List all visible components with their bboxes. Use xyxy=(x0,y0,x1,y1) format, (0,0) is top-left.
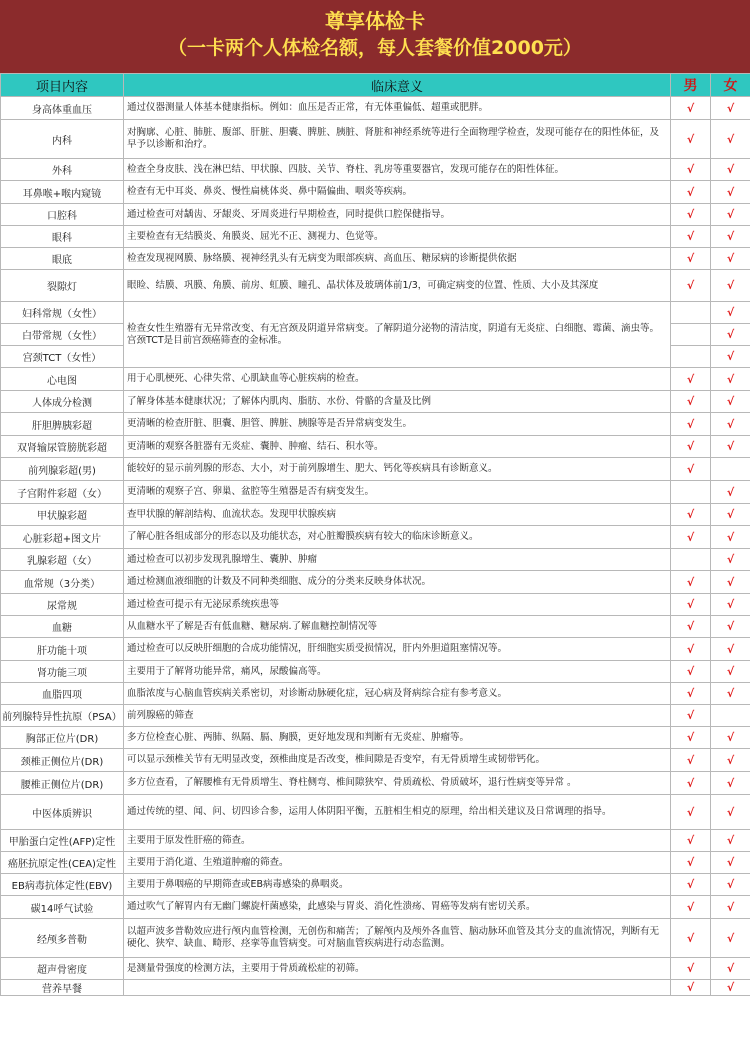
male-check: √ xyxy=(671,919,711,958)
female-check: √ xyxy=(711,436,750,458)
male-check: √ xyxy=(671,181,711,204)
table-row xyxy=(1,368,750,391)
male-check xyxy=(671,481,711,504)
exam-item-name: 癌胚抗原定性(CEA)定性 xyxy=(1,852,124,874)
male-check: √ xyxy=(671,896,711,919)
exam-item-description: 更清晰的观察子宫、卵巢、盆腔等生殖器是否有病变发生。 xyxy=(124,481,671,504)
table-row xyxy=(1,458,750,481)
male-check: √ xyxy=(671,436,711,458)
female-check: √ xyxy=(711,481,750,504)
exam-item-description: 更清晰的检查肝脏、胆囊、胆管、脾脏、胰腺等是否异常病变发生。 xyxy=(124,413,671,436)
male-check: √ xyxy=(671,795,711,830)
male-check: √ xyxy=(671,270,711,302)
male-check: √ xyxy=(671,413,711,436)
female-check: √ xyxy=(711,896,750,919)
exam-item-name: 口腔科 xyxy=(1,204,124,226)
female-check: √ xyxy=(711,616,750,638)
exam-item-description xyxy=(124,980,671,996)
female-check: √ xyxy=(711,248,750,270)
female-check: √ xyxy=(711,549,750,571)
exam-item-description: 更清晰的观察各脏器有无炎症、囊肿、肿瘤、结石、积水等。 xyxy=(124,436,671,458)
table-row xyxy=(1,549,750,571)
female-check: √ xyxy=(711,727,750,749)
exam-item-name: 碳14呼气试验 xyxy=(1,896,124,919)
exam-item-name: 甲胎蛋白定性(AFP)定性 xyxy=(1,830,124,852)
exam-item-name: 外科 xyxy=(1,159,124,181)
table-header-row xyxy=(1,74,750,97)
exam-item-name: 子宫附件彩超（女） xyxy=(1,481,124,504)
exam-item-name: 胸部正位片(DR) xyxy=(1,727,124,749)
female-check: √ xyxy=(711,683,750,705)
exam-item-name: 肾功能三项 xyxy=(1,661,124,683)
table-row xyxy=(1,749,750,772)
exam-item-name: 眼科 xyxy=(1,226,124,248)
exam-item-description: 查甲状腺的解剖结构、血流状态。发现甲状腺疾病 xyxy=(124,504,671,526)
table-row xyxy=(1,958,750,980)
female-check: √ xyxy=(711,661,750,683)
table-row xyxy=(1,159,750,181)
female-check: √ xyxy=(711,270,750,302)
male-check: √ xyxy=(671,159,711,181)
female-check: √ xyxy=(711,594,750,616)
female-check: √ xyxy=(711,346,750,368)
female-check: √ xyxy=(711,324,750,346)
exam-item-name: 前列腺特异性抗原（PSA） xyxy=(1,705,124,727)
exam-item-name: 颈椎正侧位片(DR) xyxy=(1,749,124,772)
exam-item-name: 肝胆脾胰彩超 xyxy=(1,413,124,436)
male-check: √ xyxy=(671,749,711,772)
female-check: √ xyxy=(711,795,750,830)
column-header-male: 男 xyxy=(671,74,711,97)
male-check: √ xyxy=(671,958,711,980)
card-header xyxy=(0,0,750,73)
table-row xyxy=(1,980,750,996)
female-check: √ xyxy=(711,413,750,436)
exam-item-name: 腰椎正侧位片(DR) xyxy=(1,772,124,795)
exam-item-description: 检查发现视网膜、脉络膜、视神经乳头有无病变为眼部疾病、高血压、糖尿病的诊断提供依据 xyxy=(124,248,671,270)
table-row xyxy=(1,226,750,248)
table-row xyxy=(1,683,750,705)
exam-item-description: 主要检查有无结膜炎、角膜炎、屈光不正、测视力、色觉等。 xyxy=(124,226,671,248)
female-check: √ xyxy=(711,120,750,159)
male-check: √ xyxy=(671,594,711,616)
exam-item-description: 对胸廓、心脏、肺脏、腹部、肝脏、胆囊、脾脏、胰脏、肾脏和神经系统等进行全面物理学检查，发现可能存在的阳性体征，及早予以诊断和治疗。 xyxy=(124,120,671,159)
female-check: √ xyxy=(711,571,750,594)
table-row xyxy=(1,571,750,594)
male-check: √ xyxy=(671,120,711,159)
exam-item-description: 从血糖水平了解是否有低血糖、糖尿病.了解血糖控制情况等 xyxy=(124,616,671,638)
female-check: √ xyxy=(711,852,750,874)
exam-item-description: 通过仪器测量人体基本健康指标。例如：血压是否正常，有无体重偏低、超重或肥胖。 xyxy=(124,97,671,120)
exam-item-description: 通过吹气了解胃内有无幽门螺旋杆菌感染，此感染与胃炎、消化性溃疡、胃癌等发病有密切关系。 xyxy=(124,896,671,919)
table-row xyxy=(1,896,750,919)
exam-item-description: 通过检查可以反映肝细胞的合成功能情况，肝细胞实质受损情况，肝内外胆道阻塞情况等。 xyxy=(124,638,671,661)
table-row xyxy=(1,302,750,324)
exam-item-name: 心脏彩超+图文片 xyxy=(1,526,124,549)
male-check xyxy=(671,302,711,324)
female-check xyxy=(711,458,750,481)
female-check: √ xyxy=(711,159,750,181)
table-row xyxy=(1,120,750,159)
table-row xyxy=(1,248,750,270)
male-check: √ xyxy=(671,638,711,661)
exam-item-description: 通过检查可以初步发现乳腺增生、囊肿、肿瘤 xyxy=(124,549,671,571)
table-row xyxy=(1,727,750,749)
table-row xyxy=(1,795,750,830)
exam-item-description: 以超声波多普勒效应进行颅内血管检测，无创伤和痛苦；了解颅内及颅外各血管、脑动脉环血管及其分支的血流情况，判断有无硬化、狭窄、缺血、畸形、痉挛等血管病变。可对脑血管疾病进行动态监测。 xyxy=(124,919,671,958)
card-subtitle: （一卡两个人体检名额，每人套餐价值2000元） xyxy=(168,37,582,59)
female-check: √ xyxy=(711,874,750,896)
exam-item-description: 了解心脏各组成部分的形态以及功能状态，对心脏瓣膜疾病有较大的临床诊断意义。 xyxy=(124,526,671,549)
exam-item-description: 血脂浓度与心脑血管疾病关系密切，对诊断动脉硬化症，冠心病及肾病综合症有参考意义。 xyxy=(124,683,671,705)
male-check: √ xyxy=(671,97,711,120)
exam-item-name: 身高体重血压 xyxy=(1,97,124,120)
female-check: √ xyxy=(711,226,750,248)
female-check: √ xyxy=(711,97,750,120)
male-check: √ xyxy=(671,852,711,874)
exam-item-description: 主要用于原发性肝癌的筛查。 xyxy=(124,830,671,852)
table-row xyxy=(1,638,750,661)
exam-item-name: 经颅多普勒 xyxy=(1,919,124,958)
exam-item-description: 是测量骨强度的检测方法，主要用于骨质疏松症的初筛。 xyxy=(124,958,671,980)
male-check: √ xyxy=(671,504,711,526)
table-row xyxy=(1,705,750,727)
exam-item-name: 血糖 xyxy=(1,616,124,638)
table-row xyxy=(1,391,750,413)
female-check: √ xyxy=(711,368,750,391)
male-check: √ xyxy=(671,683,711,705)
exam-item-name: 裂隙灯 xyxy=(1,270,124,302)
female-check: √ xyxy=(711,772,750,795)
male-check xyxy=(671,549,711,571)
table-row xyxy=(1,204,750,226)
female-check: √ xyxy=(711,302,750,324)
male-check: √ xyxy=(671,980,711,996)
exam-item-name: 中医体质辨识 xyxy=(1,795,124,830)
exam-item-name: 妇科常规（女性） xyxy=(1,302,124,324)
male-check: √ xyxy=(671,368,711,391)
exam-item-name: 宫颈TCT（女性） xyxy=(1,346,124,368)
exam-item-description: 用于心肌梗死、心律失常、心肌缺血等心脏疾病的检查。 xyxy=(124,368,671,391)
column-header-item: 项目内容 xyxy=(1,74,124,97)
male-check: √ xyxy=(671,526,711,549)
male-check xyxy=(671,346,711,368)
female-check: √ xyxy=(711,391,750,413)
exam-item-name: 肝功能十项 xyxy=(1,638,124,661)
table-row xyxy=(1,594,750,616)
table-row xyxy=(1,270,750,302)
exam-item-description: 多方位检查心脏、两肺、纵隔、膈、胸膜，更好地发现和判断有无炎症、肿瘤等。 xyxy=(124,727,671,749)
table-row xyxy=(1,436,750,458)
female-check: √ xyxy=(711,504,750,526)
table-row xyxy=(1,616,750,638)
female-check xyxy=(711,705,750,727)
male-check: √ xyxy=(671,705,711,727)
male-check: √ xyxy=(671,248,711,270)
exam-item-description: 多方位查看，了解腰椎有无骨质增生、脊柱侧弯、椎间隙狭窄、骨质疏松、骨质破坏，退行性病变等异常 。 xyxy=(124,772,671,795)
table-row xyxy=(1,526,750,549)
table-row xyxy=(1,481,750,504)
exam-item-description: 通过传统的望、闻、问、切四诊合参，运用人体阴阳平衡，五脏相生相克的原理，给出相关建议及日常调理的指导。 xyxy=(124,795,671,830)
exam-item-description: 前列腺癌的筛查 xyxy=(124,705,671,727)
exam-item-description: 了解身体基本健康状况；了解体内肌肉、脂肪、水份、骨骼的含量及比例 xyxy=(124,391,671,413)
exam-item-description: 可以显示颈椎关节有无明显改变，颈椎曲度是否改变，椎间隙是否变窄，有无骨质增生或韧带钙化。 xyxy=(124,749,671,772)
male-check: √ xyxy=(671,830,711,852)
card-title: 尊享体检卡 xyxy=(325,9,425,33)
table-row xyxy=(1,830,750,852)
male-check: √ xyxy=(671,571,711,594)
male-check: √ xyxy=(671,772,711,795)
table-row xyxy=(1,919,750,958)
exam-item-description: 通过检测血液细胞的计数及不同种类细胞、成分的分类来反映身体状况。 xyxy=(124,571,671,594)
male-check xyxy=(671,324,711,346)
female-check: √ xyxy=(711,526,750,549)
exam-item-description: 眼睑、结膜、巩膜、角膜、前房、虹膜、瞳孔、晶状体及玻璃体前1/3，可确定病变的位置、性质、大小及其深度 xyxy=(124,270,671,302)
female-check: √ xyxy=(711,958,750,980)
exam-item-description: 检查全身皮肤、浅在淋巴结、甲状腺、四肢、关节、脊柱、乳房等重要器官，发现可能存在的阳性体征。 xyxy=(124,159,671,181)
table-row xyxy=(1,413,750,436)
male-check: √ xyxy=(671,226,711,248)
exam-item-description: 检查有无中耳炎、鼻炎、慢性扁桃体炎、鼻中隔偏曲、咽炎等疾病。 xyxy=(124,181,671,204)
female-check: √ xyxy=(711,204,750,226)
female-check: √ xyxy=(711,980,750,996)
exam-item-name: 人体成分检测 xyxy=(1,391,124,413)
exam-item-description: 主要用于鼻咽癌的早期筛查或EB病毒感染的鼻咽炎。 xyxy=(124,874,671,896)
male-check: √ xyxy=(671,391,711,413)
exam-item-name: 超声骨密度 xyxy=(1,958,124,980)
female-check: √ xyxy=(711,749,750,772)
exam-item-name: 耳鼻喉+喉内窥镜 xyxy=(1,181,124,204)
table-row xyxy=(1,852,750,874)
exam-item-name: 营养早餐 xyxy=(1,980,124,996)
table-row xyxy=(1,661,750,683)
male-check: √ xyxy=(671,727,711,749)
male-check: √ xyxy=(671,661,711,683)
female-check: √ xyxy=(711,919,750,958)
column-header-female: 女 xyxy=(711,74,750,97)
exam-items-table xyxy=(0,73,750,996)
table-row xyxy=(1,772,750,795)
table-row xyxy=(1,181,750,204)
column-header-desc: 临床意义 xyxy=(124,74,671,97)
female-check: √ xyxy=(711,181,750,204)
exam-item-name: 血脂四项 xyxy=(1,683,124,705)
exam-item-description: 主要用于了解肾功能异常，痛风，尿酸偏高等。 xyxy=(124,661,671,683)
exam-item-name: 眼底 xyxy=(1,248,124,270)
male-check: √ xyxy=(671,874,711,896)
male-check: √ xyxy=(671,458,711,481)
exam-item-name: 内科 xyxy=(1,120,124,159)
exam-item-name: 甲状腺彩超 xyxy=(1,504,124,526)
exam-item-name: 心电图 xyxy=(1,368,124,391)
exam-item-name: 前列腺彩超(男) xyxy=(1,458,124,481)
exam-item-description: 检查女性生殖器有无异常改变、有无宫颈及阴道异常病变。了解阴道分泌物的清洁度，阴道有无炎症、白细胞、霉菌、滴虫等。宫颈TCT是目前宫颈癌筛查的金标准。 xyxy=(124,302,671,368)
exam-item-name: 乳腺彩超（女） xyxy=(1,549,124,571)
exam-item-name: EB病毒抗体定性(EBV) xyxy=(1,874,124,896)
exam-item-description: 通过检查可对龋齿、牙龈炎、牙周炎进行早期检查，同时提供口腔保健指导。 xyxy=(124,204,671,226)
female-check: √ xyxy=(711,830,750,852)
exam-item-description: 通过检查可提示有无泌尿系统疾患等 xyxy=(124,594,671,616)
table-row xyxy=(1,504,750,526)
male-check: √ xyxy=(671,204,711,226)
exam-item-name: 血常规（3分类） xyxy=(1,571,124,594)
exam-item-description: 主要用于消化道、生殖道肿瘤的筛查。 xyxy=(124,852,671,874)
exam-item-description: 能较好的显示前列腺的形态、大小，对于前列腺增生、肥大、钙化等疾病具有诊断意义。 xyxy=(124,458,671,481)
table-row xyxy=(1,874,750,896)
male-check: √ xyxy=(671,616,711,638)
exam-item-name: 双肾输尿管膀胱彩超 xyxy=(1,436,124,458)
exam-item-name: 白带常规（女性） xyxy=(1,324,124,346)
female-check: √ xyxy=(711,638,750,661)
exam-item-name: 尿常规 xyxy=(1,594,124,616)
table-row xyxy=(1,97,750,120)
